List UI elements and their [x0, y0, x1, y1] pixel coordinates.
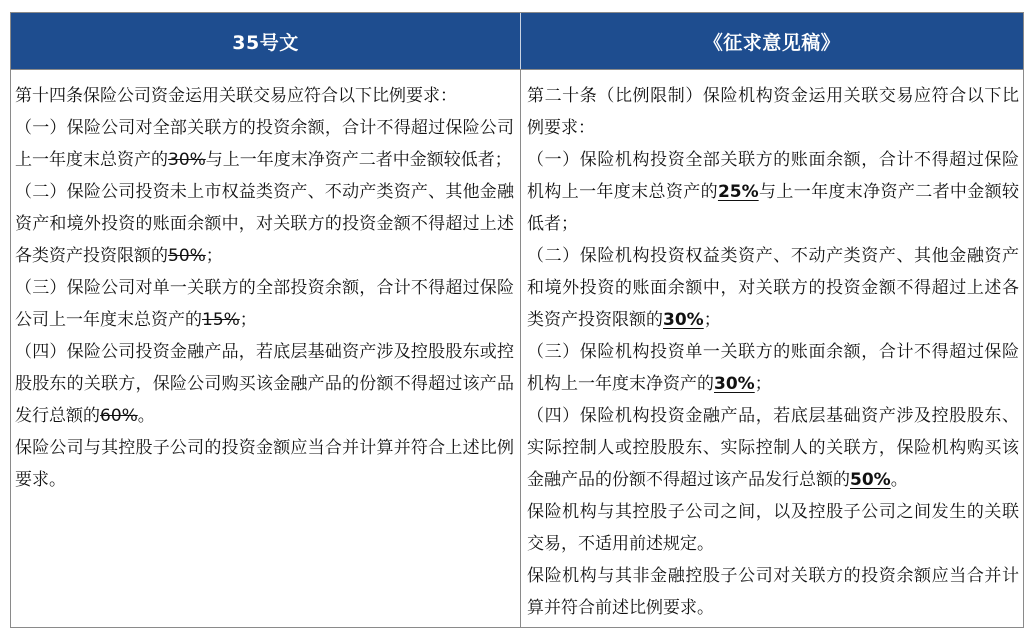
left-clause-2-tail: ； [205, 246, 223, 266]
comparison-table [10, 12, 1024, 628]
right-clause-4-ratio: 50% [850, 470, 891, 490]
left-closing-note: 保险公司与其控股子公司的投资金额应当合并计算并符合上述比例要求。 [15, 438, 514, 490]
right-clause-3-text: （三）保险机构投资单一关联方的账面余额，合计不得超过保险机构上一年度末净资产的 [527, 342, 1019, 394]
left-clause-1-ratio: 30% [168, 150, 206, 170]
left-clause-4-text: （四）保险公司投资金融产品，若底层基础资产涉及控股股东或控股股东的关联方，保险公司购买该金融产品的份额不得超过该产品发行总额的 [15, 342, 514, 426]
left-clause-4-tail: 。 [137, 406, 155, 426]
left-clause-3 [15, 272, 514, 336]
left-column-text [11, 70, 521, 627]
left-clause-4 [15, 336, 514, 432]
left-clause-1 [15, 112, 514, 176]
table-header-row [11, 13, 1023, 69]
header-draft-for-comment: 《征求意见稿》 [521, 13, 1023, 69]
right-column-text [521, 70, 1023, 627]
right-clause-3-ratio: 30% [714, 374, 755, 394]
right-clause-1-ratio: 25% [717, 182, 759, 202]
right-clause-2 [527, 240, 1019, 336]
table-body-row [11, 69, 1023, 627]
left-clause-1-text: （一）保险公司对全部关联方的投资余额，合计不得超过保险公司上一年度末总资产的 [15, 118, 514, 170]
left-clause-3-text: （三）保险公司对单一关联方的全部投资余额，合计不得超过保险公司上一年度末总资产的 [15, 278, 514, 330]
left-clause-2-text: （二）保险公司投资未上市权益类资产、不动产类资产、其他金融资产和境外投资的账面余额中，对关联方的投资金额不得超过上述各类资产投资限额的 [15, 182, 514, 266]
right-clause-4-tail: 。 [890, 470, 908, 490]
left-clause-3-tail: ； [239, 310, 257, 330]
left-clause-4-ratio: 60% [100, 406, 138, 426]
right-subsidiary-exemption: 保险机构与其控股子公司之间，以及控股子公司之间发生的关联交易，不适用前述规定。 [527, 502, 1019, 554]
right-clause-3-tail: ； [754, 374, 772, 394]
right-clause-2-ratio: 30% [663, 310, 704, 330]
left-clause-3-ratio: 15% [202, 310, 240, 330]
right-clause-3 [527, 336, 1019, 400]
right-clause-1-tail: 与上一年度末净资产二者中金额较低者； [527, 182, 1020, 234]
right-clause-1 [527, 144, 1019, 240]
left-article-heading: 第十四条保险公司资金运用关联交易应符合以下比例要求： [15, 86, 457, 106]
right-clause-4-text: （四）保险机构投资金融产品，若底层基础资产涉及控股股东、实际控制人或控股股东、实际控制人的关联方，保险机构购买该金融产品的份额不得超过该产品发行总额的 [527, 406, 1019, 490]
left-clause-1-tail: 与上一年度末净资产二者中金额较低者； [205, 150, 512, 170]
right-clause-1-text: （一）保险机构投资全部关联方的账面余额，合计不得超过保险机构上一年度末总资产的 [527, 150, 1019, 202]
right-clause-4 [527, 400, 1019, 496]
left-clause-2 [15, 176, 514, 272]
header-35-document: 35号文 [11, 13, 521, 69]
right-clause-2-tail: ； [703, 310, 721, 330]
right-article-heading: 第二十条（比例限制）保险机构资金运用关联交易应符合以下比例要求： [527, 86, 1019, 138]
right-clause-2-text: （二）保险机构投资权益类资产、不动产类资产、其他金融资产和境外投资的账面余额中，对关联方的投资金额不得超过上述各类资产投资限额的 [527, 246, 1019, 330]
left-clause-2-ratio: 50% [168, 246, 206, 266]
right-closing-note: 保险机构与其非金融控股子公司对关联方的投资余额应当合并计算并符合前述比例要求。 [527, 566, 1019, 618]
